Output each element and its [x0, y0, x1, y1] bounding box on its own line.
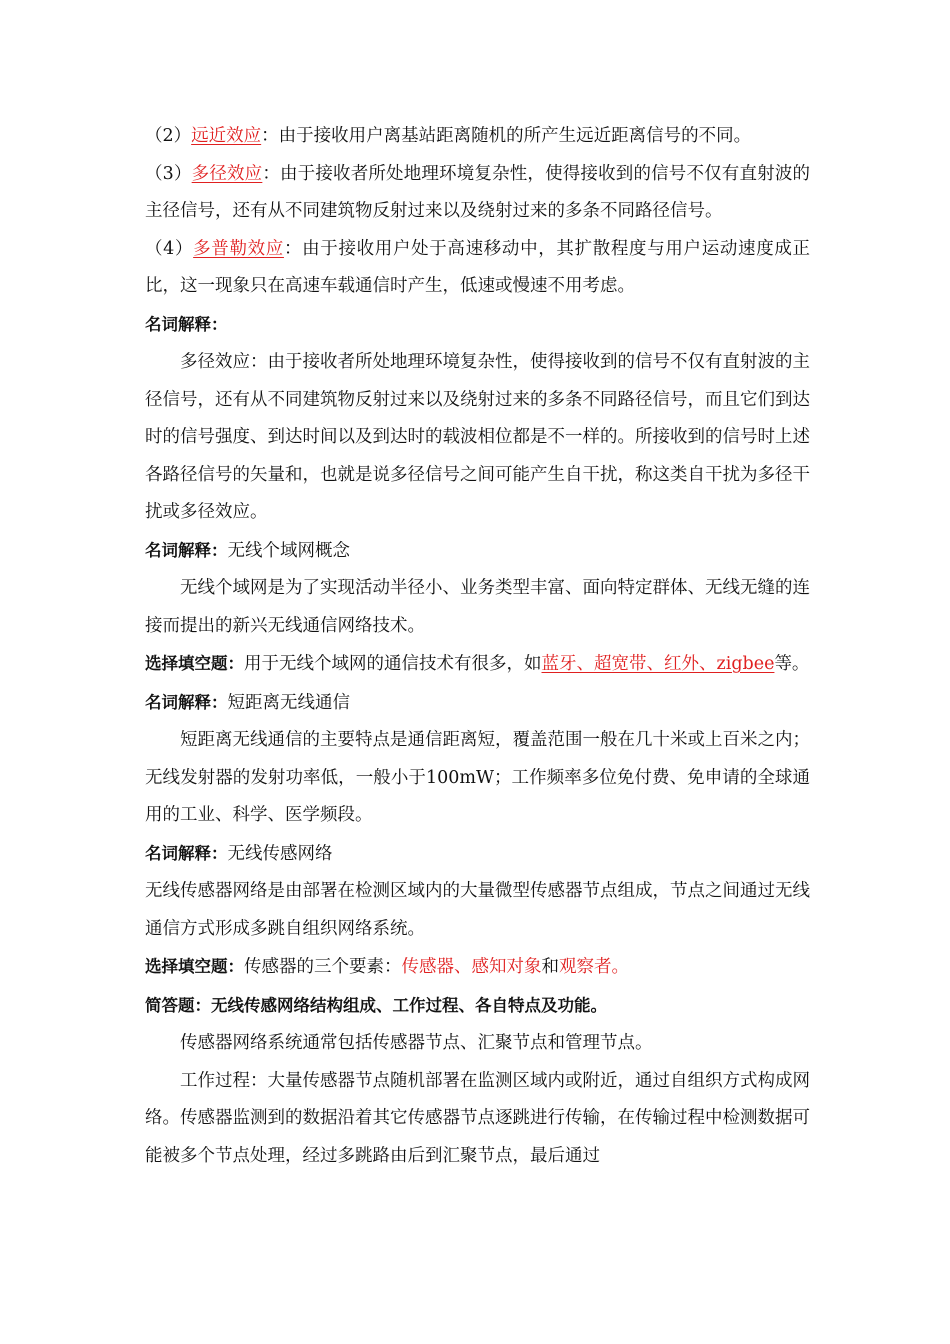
definition-multipath-body: 多径效应：由于接收者所处地理环境复杂性，使得接收到的信号不仅有直射波的主径信号，还有从不同建筑物反射过来以及绕射过来的多条不同路径信号，而且它们到达时的信号强度、到达时间以及到达时的载波相位都是不一样的。所接收到的信号时上述各路径信号的矢量和，也就是说多径信号之间可能产生自干扰，称这类自干扰为多径干扰或多径效应。 — [145, 352, 810, 522]
item-near-far-effect: （2）远近效应：由于接收用户离基站距离随机的所产生远近距离信号的不同。 — [145, 126, 752, 146]
section-heading-short-range: 名词解释：短距离无线通信 — [145, 692, 350, 713]
answer-bluetooth: 蓝牙 — [541, 654, 577, 674]
definition-wpan-body: 无线个域网是为了实现活动半径小、业务类型丰富、面向特定群体、无线无缝的连接而提出的新兴无线通信网络技术。 — [145, 578, 810, 636]
answer-sensing-object: 感知对象 — [471, 957, 542, 977]
answer-infrared: 红外 — [664, 654, 699, 674]
item-doppler-effect: （4）多普勒效应：由于接收用户处于高速移动中，其扩散程度与用户运动速度成正比，这一现象只在高速车载通信时产生，低速或慢速不用考虑。 — [145, 238, 811, 296]
short-answer-paragraph-1: 传感器网络系统通常包括传感器节点、汇聚节点和管理节点。 — [180, 1033, 653, 1053]
section-heading-wpan: 名词解释：无线个域网概念 — [145, 540, 350, 561]
answer-uwb: 超宽带 — [594, 654, 647, 674]
answer-sensor: 传感器 — [401, 957, 454, 977]
fill-in-wpan-tech: 选择填空题：用于无线个域网的通信技术有很多，如蓝牙、超宽带、红外、zigbee等。 — [145, 654, 810, 674]
answer-observer: 观察者。 — [559, 957, 629, 977]
section-heading-wsn: 名词解释：无线传感网络 — [145, 843, 333, 864]
answer-zigbee: zigbee — [716, 654, 775, 674]
short-answer-heading: 简答题：无线传感网络结构组成、工作过程、各自特点及功能。 — [145, 995, 607, 1015]
short-answer-paragraph-2: 工作过程：大量传感器节点随机部署在监测区域内或附近，通过自组织方式构成网络。传感器监测到的数据沿着其它传感器节点逐跳进行传输，在传输过程中检测数据可能被多个节点处理，经过多跳路由后到汇聚节点，最后通过 — [145, 1070, 810, 1166]
term-multipath: 多径效应 — [191, 163, 263, 184]
fill-in-sensor-elements: 选择填空题：传感器的三个要素：传感器、感知对象和观察者。 — [145, 957, 629, 977]
document-page — [145, 118, 810, 1175]
term-near-far: 远近效应 — [191, 126, 262, 146]
definition-short-range-body: 短距离无线通信的主要特点是通信距离短，覆盖范围一般在几十米或上百米之内；无线发射器的发射功率低，一般小于100mW；工作频率多位免付费、免申请的全球通用的工业、科学、医学频段。 — [145, 730, 810, 825]
item-multipath-effect: （3）多径效应：由于接收者所处地理环境复杂性，使得接收到的信号不仅有直射波的主径信号，还有从不同建筑物反射过来以及绕射过来的多条不同路径信号。 — [145, 163, 810, 221]
term-doppler: 多普勒效应 — [193, 238, 284, 259]
section-label-definition-1: 名词解释： — [145, 314, 228, 334]
definition-wsn-body: 无线传感器网络是由部署在检测区域内的大量微型传感器节点组成，节点之间通过无线通信方式形成多跳自组织网络系统。 — [145, 881, 810, 939]
